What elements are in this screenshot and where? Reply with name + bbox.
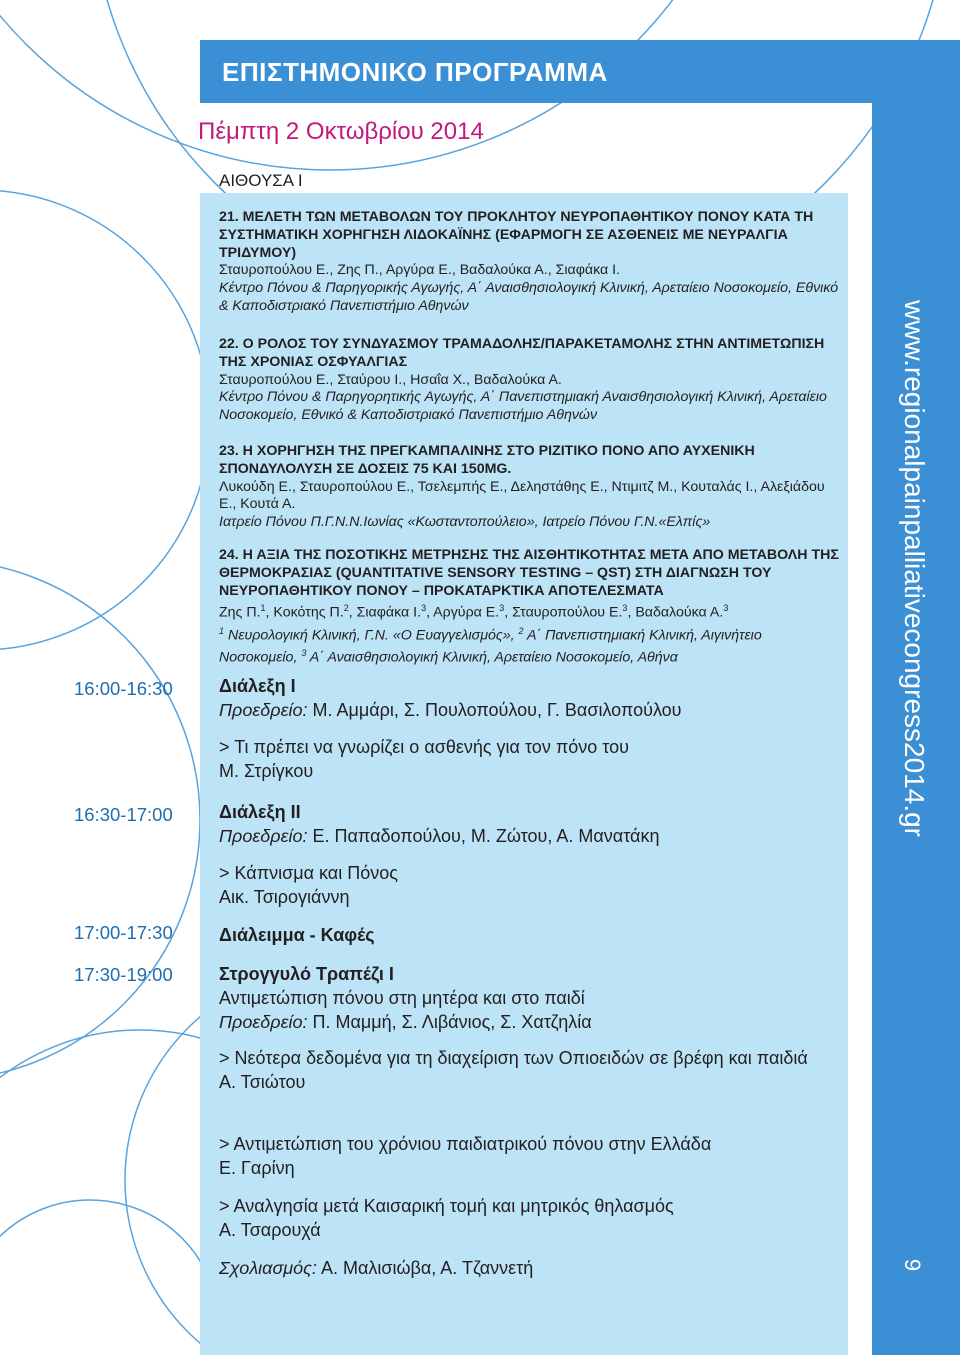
affiliation-marker: 3 bbox=[723, 603, 729, 614]
talk-speaker: Ε. Γαρίνη bbox=[219, 1158, 295, 1178]
session-lecture-2 bbox=[219, 800, 839, 848]
paper-authors: Σταυροπούλου Ε., Σταύρου Ι., Ησαΐα Χ., Βαδαλούκα Α. bbox=[219, 371, 562, 388]
affiliation-marker: 2 bbox=[343, 603, 349, 614]
comment-label: Σχολιασμός: bbox=[219, 1258, 317, 1278]
talk-title: > Αντιμετώπιση του χρόνιου παιδιατρικού πόνου στην Ελλάδα bbox=[219, 1132, 839, 1156]
talk-speaker: Α. Τσιώτου bbox=[219, 1072, 306, 1092]
paper-affiliation bbox=[219, 623, 839, 668]
paper-title: 21. ΜΕΛΕΤΗ ΤΩΝ ΜΕΤΑΒΟΛΩΝ ΤΟΥ ΠΡΟΚΛΗΤΟΥ ΝΕΥΡΟΠΑΘΗΤΙΚΟΥ ΠΟΝΟΥ ΚΑΤΑ ΤΗ ΣΥΣΤΗΜΑΤΙΚΗ ΧΟΡΗΓΗΣΗ ΛΙΔΟΚΑΪΝΗΣ (ΕΦΑΡΜΟΓΗ ΣΕ ΑΣΘΕΝΕΙΣ ΜΕ ΝΕΥΡΑΛΓΙΑ ΤΡΙΔΥΜΟΥ) bbox=[219, 209, 814, 261]
session-lecture-1 bbox=[219, 674, 839, 722]
paper-authors bbox=[219, 600, 839, 623]
affiliation-marker: 1 bbox=[219, 625, 225, 636]
website-url bbox=[872, 300, 960, 837]
affiliation-marker: 3 bbox=[301, 648, 307, 659]
paper-24 bbox=[219, 547, 839, 668]
session-title: Διάλεξη ΙΙ bbox=[219, 802, 301, 822]
paper-title: 24. Η ΑΞΙΑ ΤΗΣ ΠΟΣΟΤΙΚΗΣ ΜΕΤΡΗΣΗΣ ΤΗΣ ΑΙΣΘΗΤΙΚΟΤΗΤΑΣ ΜΕΤΑ ΑΠΟ ΜΕΤΑΒΟΛΗ ΤΗΣ ΘΕΡΜΟΚΡΑΣΙΑΣ (QUANTITATIVE SENSORY TESTING – QST) ΣΤΗ ΔΙΑΓΝΩΣΗ ΤΟΥ ΝΕΥΡΟΠΑΘΗΤΙΚΟΥ ΠΟΝΟΥ – ΠΡΟΚΑΤΑΡΚΤΙΚΑ ΑΠΟΤΕΛΕΣΜΑΤΑ bbox=[219, 547, 839, 599]
talk bbox=[219, 1046, 839, 1094]
author-name: , Βαδαλούκα Α. bbox=[627, 605, 724, 622]
page-number: 9 bbox=[900, 1258, 925, 1272]
paper-22 bbox=[219, 336, 839, 425]
talk bbox=[219, 1194, 839, 1242]
session-break: Διάλειμμα - Καφές bbox=[219, 925, 375, 945]
session-time: 17:00-17:30 bbox=[74, 922, 173, 943]
paper-title: 22. Ο ΡΟΛΟΣ ΤΟΥ ΣΥΝΔΥΑΣΜΟΥ ΤΡΑΜΑΔΟΛΗΣ/ΠΑΡΑΚΕΤΑΜΟΛΗΣ ΣΤΗΝ ΑΝΤΙΜΕΤΩΠΙΣΗ ΤΗΣ ΧΡΟΝΙΑΣ ΟΣΦΥΑΛΓΙΑΣ bbox=[219, 336, 825, 370]
session-time: 17:30-19:00 bbox=[74, 964, 173, 985]
talk-title: > Τι πρέπει να γνωρίζει ο ασθενής για τον πόνο του bbox=[219, 735, 839, 759]
affiliation-marker: 3 bbox=[499, 603, 505, 614]
affiliation-marker: 2 bbox=[518, 625, 524, 636]
chairs-names: Π. Μαμμή, Σ. Λιβάνιος, Σ. Χατζηλία bbox=[307, 1012, 592, 1032]
paper-title: 23. Η ΧΟΡΗΓΗΣΗ ΤΗΣ ΠΡΕΓΚΑΜΠΑΛΙΝΗΣ ΣΤΟ ΡΙΖΙΤΙΚΟ ΠΟΝΟ ΑΠΟ ΑΥΧΕΝΙΚΗ ΣΠΟΝΔΥΛΟΛΥΣΗ ΣΕ ΔΟΣΕΙΣ 75 ΚΑΙ 150MG. bbox=[219, 443, 755, 477]
author-name: , Σιαφάκα Ι. bbox=[348, 605, 422, 622]
affiliation-text: Α΄ Αναισθησιολογική Κλινική, Αρεταίειο Νοσοκομείο, Αθήνα bbox=[306, 650, 678, 667]
chairs-label: Προεδρείο: bbox=[219, 1012, 308, 1032]
talk bbox=[219, 735, 839, 783]
affiliation-marker: 3 bbox=[622, 603, 628, 614]
author-name: , Αργύρα Ε. bbox=[426, 605, 500, 622]
paper-affiliation: Κέντρο Πόνου & Παρηγορικής Αγωγής, Α΄ Αναισθησιολογική Κλινική, Αρεταίειο Νοσοκομείο, Εθνικό & Καποδιστριακό Πανεπιστήμιο Αθηνών bbox=[219, 280, 839, 314]
header-band bbox=[200, 40, 960, 103]
paper-authors: Λυκούδη Ε., Σταυροπούλου Ε., Τσελεμπής Ε., Δεληστάθης Ε., Ντιμιτζ Μ., Κουταλάς Ι., Αλεξιάδου Ε., Κουτά Α. bbox=[219, 478, 825, 513]
paper-affiliation: Κέντρο Πόνου & Παρηγορητικής Αγωγής, Α΄ Πανεπιστημιακή Αναισθησιολογική Κλινική, Αρεταίειο Νοσοκομείο, Εθνικό & Καποδιστριακό Πανεπιστήμιο Αθηνών bbox=[219, 389, 827, 424]
session-comment bbox=[219, 1256, 839, 1280]
talk-title: > Κάπνισμα και Πόνος bbox=[219, 861, 839, 885]
talk-speaker: Αικ. Τσιρογιάννη bbox=[219, 887, 350, 907]
talk-title: > Νεότερα δεδομένα για τη διαχείριση των Οπιοειδών σε βρέφη και παιδιά bbox=[219, 1046, 839, 1070]
paper-23 bbox=[219, 443, 839, 532]
session-time: 16:00-16:30 bbox=[74, 678, 173, 699]
talk-speaker: Α. Τσαρουχά bbox=[219, 1220, 321, 1240]
affiliation-text: Α΄ Πανεπιστημιακή Κλινική, Αιγινήτειο Νοσοκομείο, bbox=[219, 627, 762, 667]
chairs-label: Προεδρείο: bbox=[219, 700, 308, 720]
chairs-names: Ε. Παπαδοπούλου, Μ. Ζώτου, Α. Μανατάκη bbox=[307, 826, 660, 846]
page-title: ΕΠΙΣΤΗΜΟΝΙΚΟ ΠΡΟΓΡΑΜΜΑ bbox=[222, 57, 608, 87]
chairs-names: Μ. Αμμάρι, Σ. Πουλοπούλου, Γ. Βασιλοπούλου bbox=[307, 700, 682, 720]
paper-authors: Σταυροπούλου Ε., Ζης Π., Αργύρα Ε., Βαδαλούκα Α., Σιαφάκα Ι. bbox=[219, 262, 621, 279]
author-name: , Σταυροπούλου Ε. bbox=[504, 605, 623, 622]
session-chairs bbox=[219, 824, 839, 848]
session-time: 16:30-17:00 bbox=[74, 804, 173, 825]
affiliation-text: Νευρολογική Κλινική, Γ.Ν. «Ο Ευαγγελισμός», bbox=[224, 627, 519, 644]
comment-names: Α. Μαλισιώβα, Α. Τζαννετή bbox=[316, 1258, 534, 1278]
talk-title: > Αναλγησία μετά Καισαρική τομή και μητρικός θηλασμός bbox=[219, 1194, 839, 1218]
talk bbox=[219, 1132, 839, 1180]
talk-speaker: Μ. Στρίγκου bbox=[219, 761, 314, 781]
website-url-text: www.regionalpainpalliativecongress2014.gr bbox=[899, 300, 930, 837]
affiliation-marker: 3 bbox=[421, 603, 427, 614]
session-title: Διάλεξη Ι bbox=[219, 676, 296, 696]
author-name: Ζης Π. bbox=[219, 605, 261, 622]
session-subtitle: Αντιμετώπιση πόνου στη μητέρα και στο παιδί bbox=[219, 988, 585, 1008]
session-round-table bbox=[219, 962, 839, 1034]
affiliation-marker: 1 bbox=[260, 603, 266, 614]
paper-affiliation: Ιατρείο Πόνου Π.Γ.Ν.Ν.Ιωνίας «Κωσταντοπούλειο», Ιατρείο Πόνου Γ.Ν.«Ελπίς» bbox=[219, 514, 711, 531]
session-chairs bbox=[219, 698, 839, 722]
chairs-label: Προεδρείο: bbox=[219, 826, 308, 846]
date-heading: Πέμπτη 2 Οκτωβρίου 2014 bbox=[198, 118, 484, 145]
room-label: ΑΙΘΟΥΣΑ Ι bbox=[219, 171, 303, 190]
talk bbox=[219, 861, 839, 909]
session-chairs bbox=[219, 1010, 839, 1034]
paper-21 bbox=[219, 209, 839, 316]
session-title: Στρογγυλό Τραπέζι Ι bbox=[219, 964, 394, 984]
author-name: , Κοκότης Π. bbox=[265, 605, 344, 622]
